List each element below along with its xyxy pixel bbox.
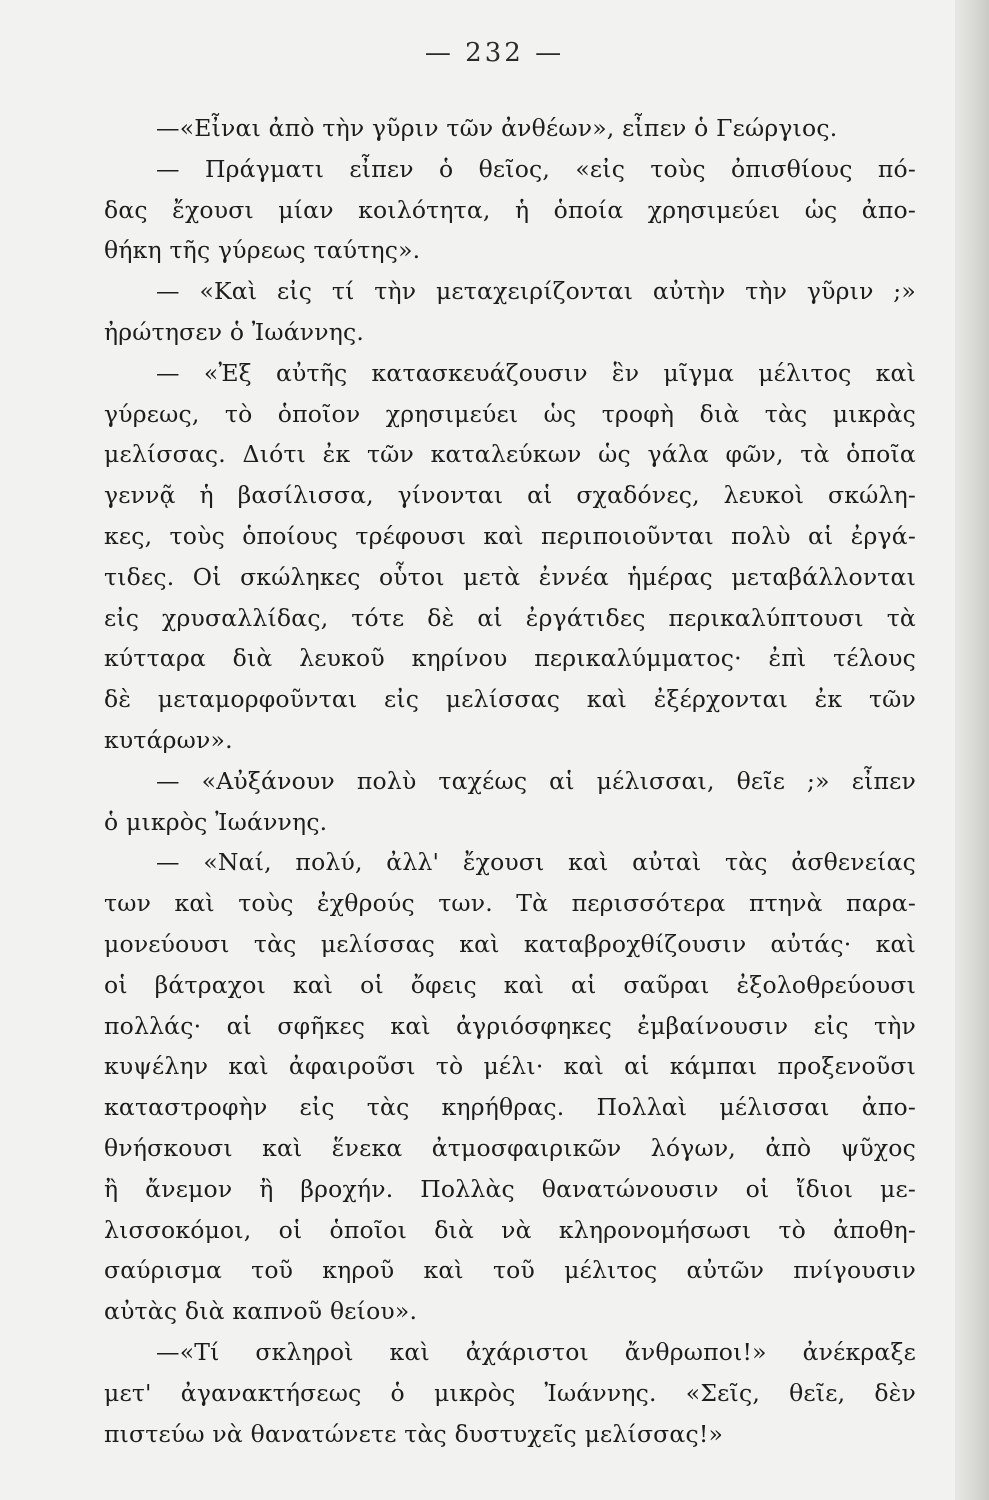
text-line: γεννᾷ ἡ βασίλισσα, γίνονται αἱ σχαδόνες, λευκοὶ σκώλη- (104, 481, 916, 510)
text-line: μονεύουσι τὰς μελίσσας καὶ καταβροχθίζουσιν αὐτάς· καὶ (104, 929, 916, 958)
text-line: κύτταρα διὰ λευκοῦ κηρίνου περικαλύμματος· ἐπὶ τέλους (104, 644, 916, 673)
text-line: — Πράγματι εἶπεν ὁ θεῖος, «εἰς τοὺς ὀπισθίους πό- (156, 154, 916, 183)
text-line: αὐτὰς διὰ καπνοῦ θείου». (104, 1297, 418, 1326)
text-line: δὲ μεταμορφοῦνται εἰς μελίσσας καὶ ἐξέρχονται ἐκ τῶν (104, 685, 916, 714)
text-line: τιδες. Οἱ σκώληκες οὗτοι μετὰ ἐννέα ἡμέρας μεταβάλλονται (104, 562, 916, 591)
text-line: εἰς χρυσαλλίδας, τότε δὲ αἱ ἐργάτιδες περικαλύπτουσι τὰ (104, 603, 916, 632)
text-line: κες, τοὺς ὁποίους τρέφουσι καὶ περιποιοῦνται πολὺ αἱ ἐργά- (104, 521, 916, 550)
text-line: κυτάρων». (104, 725, 233, 754)
page-number: — 232 — (424, 38, 565, 68)
text-line: ὁ μικρὸς Ἰωάννης. (104, 807, 328, 836)
text-line: μετ' ἀγανακτήσεως ὁ μικρὸς Ἰωάννης. «Σεῖς, θεῖε, δὲν (104, 1378, 916, 1407)
text-line: οἱ βάτραχοι καὶ οἱ ὄφεις καὶ αἱ σαῦραι ἐξολοθρεύουσι (104, 970, 916, 999)
text-line: σαύρισμα τοῦ κηροῦ καὶ τοῦ μέλιτος αὐτῶν πνίγουσιν (104, 1256, 916, 1285)
text-line: — «Αὐξάνουν πολὺ ταχέως αἱ μέλισσαι, θεῖε ;» εἶπεν (156, 766, 916, 795)
page-edge-shadow (955, 0, 989, 1500)
text-line: — «Καὶ εἰς τί τὴν μεταχειρίζονται αὐτὴν τὴν γῦριν ;» (156, 277, 916, 306)
text-line: — «Ναί, πολύ, ἀλλ' ἔχουσι καὶ αὐταὶ τὰς ἀσθενείας (156, 848, 916, 877)
text-line: —«Τί σκληροὶ καὶ ἀχάριστοι ἄνθρωποι!» ἀνέκραξε (156, 1337, 916, 1366)
text-line: γύρεως, τὸ ὁποῖον χρησιμεύει ὡς τροφὴ διὰ τὰς μικρὰς (104, 399, 916, 428)
text-line: — «Ἐξ αὐτῆς κατασκευάζουσιν ἓν μῖγμα μέλιτος καὶ (156, 358, 916, 387)
text-line: δας ἔχουσι μίαν κοιλότητα, ἡ ὁποία χρησιμεύει ὡς ἀπο- (104, 195, 916, 224)
text-line: των καὶ τοὺς ἐχθρούς των. Τὰ περισσότερα πτηνὰ παρα- (104, 889, 916, 918)
text-line: καταστροφὴν εἰς τὰς κηρήθρας. Πολλαὶ μέλισσαι ἀπο- (104, 1093, 916, 1122)
text-line: πιστεύω νὰ θανατώνετε τὰς δυστυχεῖς μελίσσας!» (104, 1419, 724, 1448)
text-line: μελίσσας. Διότι ἐκ τῶν καταλεύκων ὡς γάλα φῶν, τὰ ὁποῖα (104, 440, 916, 469)
text-line: κυψέλην καὶ ἀφαιροῦσι τὸ μέλι· καὶ αἱ κάμπαι προξενοῦσι (104, 1052, 916, 1081)
text-line: θνήσκουσι καὶ ἕνεκα ἀτμοσφαιρικῶν λόγων, ἀπὸ ψῦχος (104, 1133, 916, 1162)
text-line: λισσοκόμοι, οἱ ὁποῖοι διὰ νὰ κληρονομήσωσι τὸ ἀποθη- (104, 1215, 916, 1244)
text-line: —«Εἶναι ἀπὸ τὴν γῦριν τῶν ἀνθέων», εἶπεν ὁ Γεώργιος. (156, 114, 838, 142)
text-line: ἠρώτησεν ὁ Ἰωάννης. (104, 317, 365, 346)
text-line: πολλάς· αἱ σφῆκες καὶ ἀγριόσφηκες ἐμβαίνουσιν εἰς τὴν (104, 1011, 916, 1040)
text-line: ἢ ἄνεμον ἢ βροχήν. Πολλὰς θανατώνουσιν οἱ ἴδιοι με- (104, 1174, 916, 1203)
text-line: θήκη τῆς γύρεως ταύτης». (104, 236, 421, 265)
body-text (104, 108, 916, 1454)
